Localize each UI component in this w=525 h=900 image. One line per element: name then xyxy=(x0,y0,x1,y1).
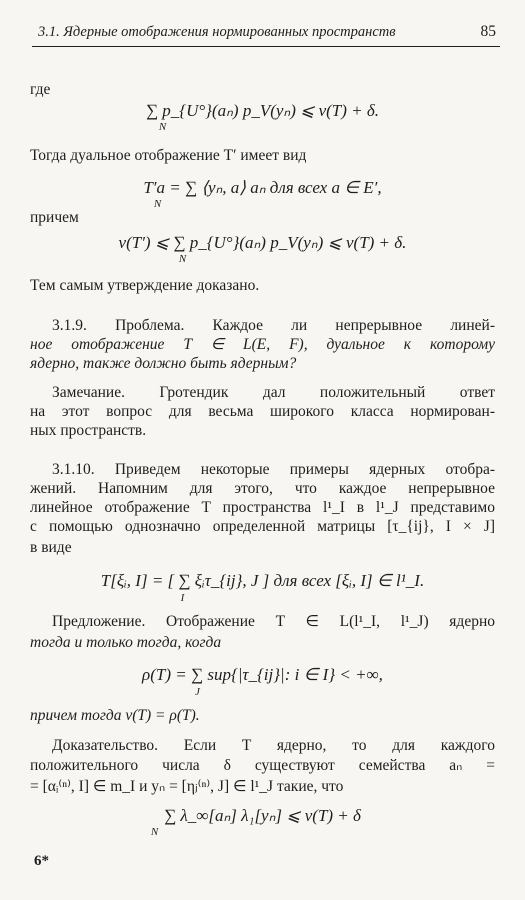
running-header xyxy=(32,22,500,47)
text-line: = [αᵢ⁽ⁿ⁾, I] ∈ m_I и yₙ = [ηⱼ⁽ⁿ⁾, J] ∈ l¹_J такие, что xyxy=(30,778,344,795)
formula-1-sum-index: N xyxy=(158,121,167,133)
text-line: причем тогда ν(T) = ρ(T). xyxy=(30,707,200,724)
page-number: 85 xyxy=(480,23,496,40)
text-line: Тогда дуальное отображение T′ имеет вид xyxy=(30,147,307,164)
text-line: ное отображение T ∈ L(E, F), дуальное к которому xyxy=(30,336,495,353)
formula-3-sum-index: N xyxy=(178,253,187,265)
problem-heading: 3.1.9. Проблема. Каждое ли непрерывное линей- xyxy=(52,317,495,334)
text-line: ных пространств. xyxy=(30,422,147,439)
text-line: с помощью однозначно определенной матрицы [τ_{ij}, I × J] xyxy=(30,518,495,535)
proof-heading: Доказательство. Если T ядерно, то для каждого xyxy=(52,737,495,754)
formula-6-sum-index: N xyxy=(150,826,159,838)
formula-4-sum-index: I xyxy=(180,592,185,604)
formula-2-sum-index: N xyxy=(153,198,162,210)
text-line: где xyxy=(30,81,51,98)
text-line: тогда и только тогда, когда xyxy=(30,634,222,651)
text-line: линейное отображение T пространства l¹_I в l¹_J представимо xyxy=(30,499,495,516)
text-line: причем xyxy=(30,209,79,226)
text-line: ядерно, также должно быть ядерным? xyxy=(30,355,297,372)
formula-1: ∑ p_{U°}(aₙ) p_V(yₙ) ⩽ ν(T) + δ. xyxy=(145,101,380,120)
text-line: положительного числа δ существуют семейства aₙ = xyxy=(30,757,495,774)
formula-3: ν(T′) ⩽ ∑ p_{U°}(aₙ) p_V(yₙ) ⩽ ν(T) + δ. xyxy=(118,233,407,252)
header-title: 3.1. Ядерные отображения нормированных пространств xyxy=(38,24,396,40)
proposition-heading: Предложение. Отображение T ∈ L(l¹_I, l¹_J) ядерно xyxy=(52,613,495,630)
signature-mark: 6* xyxy=(34,853,49,869)
remark-heading: Замечание. Гротендик дал положительный ответ xyxy=(52,384,495,401)
formula-6: ∑ λ_∞[aₙ] λ₁[yₙ] ⩽ ν(T) + δ xyxy=(164,806,361,825)
formula-5-sum-index: J xyxy=(195,686,200,698)
formula-2: T′a = ∑ ⟨yₙ, a⟩ aₙ для всех a ∈ E′, xyxy=(143,178,382,197)
text-line: Тем самым утверждение доказано. xyxy=(30,277,260,294)
text-line: жений. Напомним для этого, что каждое непрерывное xyxy=(30,480,495,497)
formula-4: T[ξᵢ, I] = [ ∑ ξᵢτ_{ij}, J ] для всех [ξᵢ, I] ∈ l¹_I. xyxy=(100,571,425,590)
text-line: на этот вопрос для весьма широкого класса нормирован- xyxy=(30,403,495,420)
formula-5: ρ(T) = ∑ sup{|τ_{ij}|: i ∈ I} < +∞, xyxy=(142,665,383,684)
section-heading: 3.1.10. Приведем некоторые примеры ядерных отобра- xyxy=(52,461,495,478)
text-line: в виде xyxy=(30,539,72,556)
